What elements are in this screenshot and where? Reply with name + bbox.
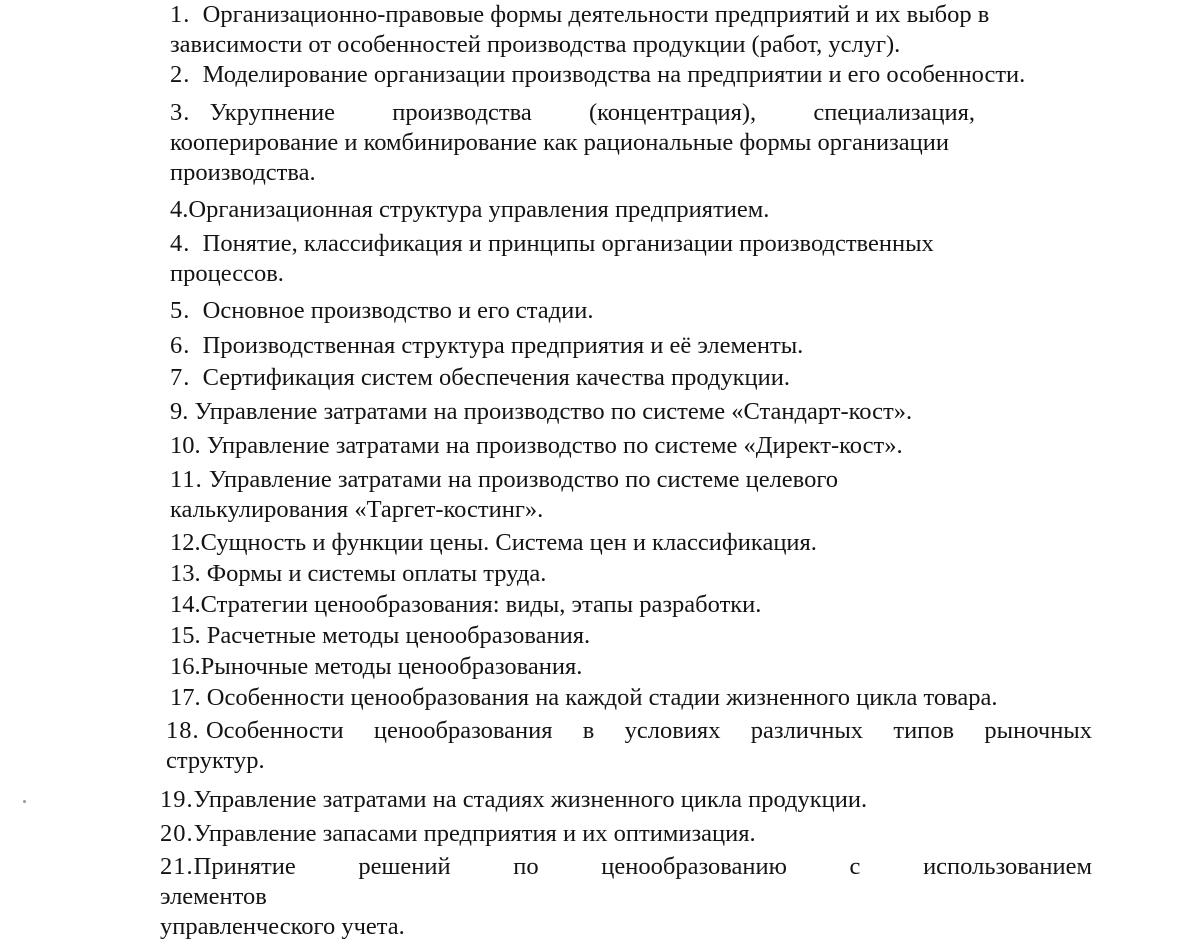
- item-text-continued: производства.: [170, 159, 316, 186]
- item-number: 4.: [170, 230, 191, 257]
- list-item: [170, 229, 1100, 289]
- item-number: 6.: [170, 332, 191, 359]
- item-text: Основное производство и его стадии.: [202, 297, 594, 324]
- item-number: 11.: [170, 466, 203, 493]
- item-number: 9.: [170, 398, 189, 425]
- list-item: [160, 819, 1090, 849]
- item-text: Понятие, классификация и принципы организации производственных: [202, 230, 934, 257]
- item-number: 5.: [170, 297, 191, 324]
- item-text-continued: зависимости от особенностей производства продукции (работ, услуг).: [170, 31, 901, 58]
- item-number: 7.: [170, 364, 191, 391]
- item-text: Организационно-правовые формы деятельности предприятий и их выбор в: [202, 1, 990, 28]
- item-text: Формы и системы оплаты труда.: [206, 560, 547, 587]
- list-item: [170, 465, 1100, 525]
- item-text: Производственная структура предприятия и её элементы.: [202, 332, 804, 359]
- item-number: 10.: [170, 432, 201, 459]
- item-text: Особенности ценообразования в условиях различных типов рыночных: [205, 717, 1093, 744]
- item-number: 2.: [170, 61, 191, 88]
- list-item: [160, 785, 1090, 815]
- list-item: [170, 621, 1100, 651]
- item-text: Управление затратами на производство по системе целевого: [208, 466, 839, 493]
- item-number: 21.: [160, 853, 194, 880]
- item-number: 3.: [170, 99, 191, 126]
- item-number: 18.: [166, 717, 200, 744]
- item-number: 4.: [170, 196, 189, 223]
- list-item: [170, 652, 1100, 682]
- item-text-continued: калькулирования «Таргет-костинг».: [170, 496, 544, 523]
- list-item: [170, 98, 975, 188]
- scan-speck: [23, 800, 26, 803]
- item-number: 12.: [170, 529, 201, 556]
- item-text: Рыночные методы ценообразования.: [200, 653, 583, 680]
- list-item: [170, 363, 1100, 393]
- list-item: [170, 431, 1100, 461]
- list-item: [160, 852, 1092, 942]
- list-item: [170, 683, 1100, 713]
- item-number: 15.: [170, 622, 201, 649]
- list-item: [170, 60, 1100, 90]
- item-text-continued: кооперирование и комбинирование как рациональные формы организации: [170, 129, 949, 156]
- item-number: 1.: [170, 1, 191, 28]
- list-item: [170, 0, 1100, 60]
- item-number: 19.: [160, 786, 194, 813]
- item-text: Моделирование организации производства на предприятии и его особенности.: [202, 61, 1026, 88]
- item-text: Укрупнение производства (концентрация), специализация,: [209, 99, 976, 126]
- list-item: [166, 716, 1092, 776]
- list-item: [170, 296, 1100, 326]
- list-item: [170, 331, 1100, 361]
- item-text-continued: процессов.: [170, 260, 284, 287]
- item-text: Сертификация систем обеспечения качества продукции.: [202, 364, 790, 391]
- item-number: 17.: [170, 684, 201, 711]
- item-number: 14.: [170, 591, 201, 618]
- list-item: [170, 590, 1100, 620]
- item-text-continued: структур.: [166, 747, 265, 774]
- item-text-continued: управленческого учета.: [160, 913, 405, 940]
- list-item: [170, 528, 1100, 558]
- item-text: Сущность и функции цены. Система цен и классификация.: [200, 529, 817, 556]
- item-text: Управление запасами предприятия и их оптимизация.: [193, 820, 756, 847]
- item-text: Управление затратами на производство по системе «Стандарт-кост».: [194, 398, 913, 425]
- item-text: Стратегии ценообразования: виды, этапы разработки.: [200, 591, 762, 618]
- item-number: 13.: [170, 560, 201, 587]
- list-item: [170, 397, 1100, 427]
- item-text: Особенности ценообразования на каждой стадии жизненного цикла товара.: [206, 684, 998, 711]
- item-number: 16.: [170, 653, 201, 680]
- item-number: 20.: [160, 820, 194, 847]
- item-text: Управление затратами на стадиях жизненного цикла продукции.: [193, 786, 868, 813]
- item-text: Принятие решений по ценообразованию с использованием элементов: [160, 853, 1092, 910]
- list-item: [170, 559, 1100, 589]
- item-text: Расчетные методы ценообразования.: [206, 622, 591, 649]
- item-text: Управление затратами на производство по системе «Директ-кост».: [206, 432, 903, 459]
- list-item: [170, 195, 1100, 225]
- item-text: Организационная структура управления предприятием.: [188, 196, 770, 223]
